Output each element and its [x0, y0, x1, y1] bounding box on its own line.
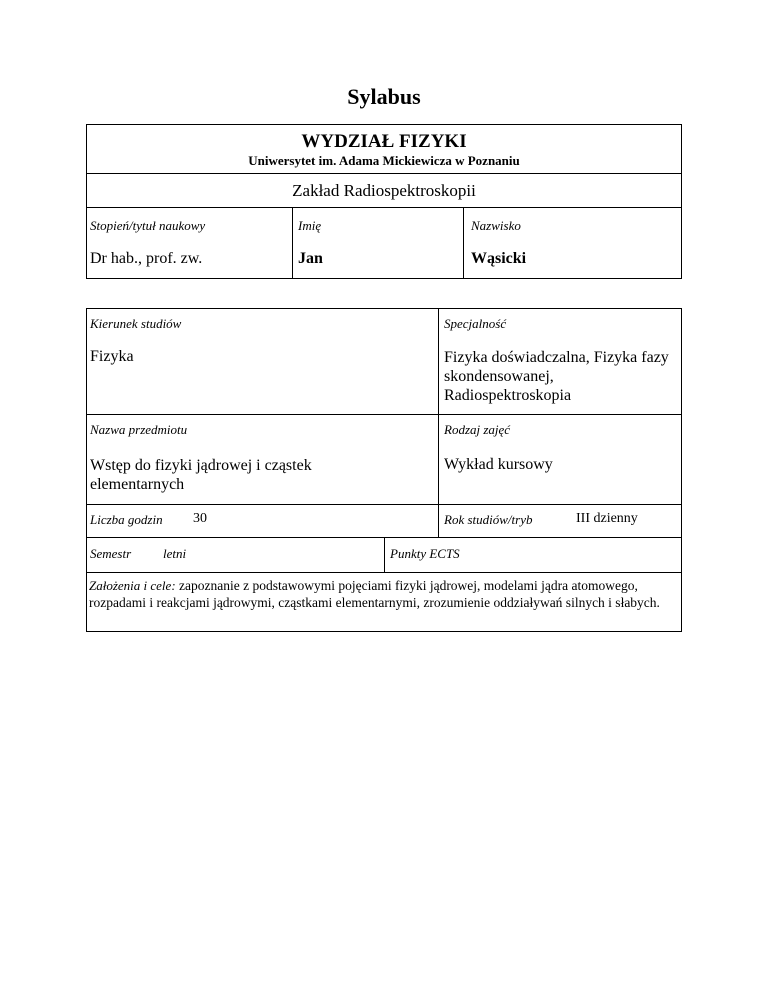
university-name: Uniwersytet im. Adama Mickiewicza w Poznaniu [248, 153, 520, 168]
divider [384, 537, 385, 572]
document-title: Sylabus [347, 84, 421, 109]
goals-value: zapoznanie z podstawowymi pojęciami fizyki jądrowej, modelami jądra atomowego, rozpadami i reakcjami jądrowymi, cząstkami elementarnymi, zrozumienie oddziaływań silnych i słabych. [89, 578, 660, 610]
surname-value: Wąsicki [471, 250, 527, 267]
faculty-name: WYDZIAŁ FIZYKI [301, 131, 467, 152]
divider [86, 207, 682, 208]
class-type-value: Wykład kursowy [444, 456, 553, 473]
specialty-value: Fizyka doświadczalna, Fizyka fazy skondensowanej, Radiospektroskopia [444, 349, 669, 404]
divider [86, 572, 682, 573]
semester-value: letni [163, 546, 187, 561]
degree-value: Dr hab., prof. zw. [90, 250, 203, 267]
year-label: Rok studiów/tryb [444, 512, 533, 527]
hours-label: Liczba godzin [90, 512, 163, 527]
field-label: Kierunek studiów [90, 316, 182, 331]
goals-label: Założenia i cele: [89, 578, 176, 593]
semester-label: Semestr [90, 546, 132, 561]
goals-text [89, 578, 669, 611]
divider [463, 207, 464, 279]
subject-label: Nazwa przedmiotu [90, 422, 188, 437]
divider [86, 414, 682, 415]
class-type-label: Rodzaj zajęć [444, 422, 511, 437]
surname-label: Nazwisko [471, 218, 521, 233]
year-value: III dzienny [576, 511, 638, 526]
department-name: Zakład Radiospektroskopii [292, 181, 476, 200]
divider [86, 504, 682, 505]
first-name-value: Jan [298, 250, 323, 267]
divider [292, 207, 293, 279]
hours-value: 30 [193, 511, 207, 526]
first-name-label: Imię [298, 218, 322, 233]
divider [438, 308, 439, 537]
degree-label: Stopień/tytuł naukowy [90, 218, 206, 233]
field-value: Fizyka [90, 348, 134, 365]
subject-value: Wstęp do fizyki jądrowej i cząstek elementarnych [90, 457, 312, 493]
specialty-label: Specjalność [444, 316, 507, 331]
ects-label: Punkty ECTS [390, 546, 460, 561]
divider [86, 173, 682, 174]
